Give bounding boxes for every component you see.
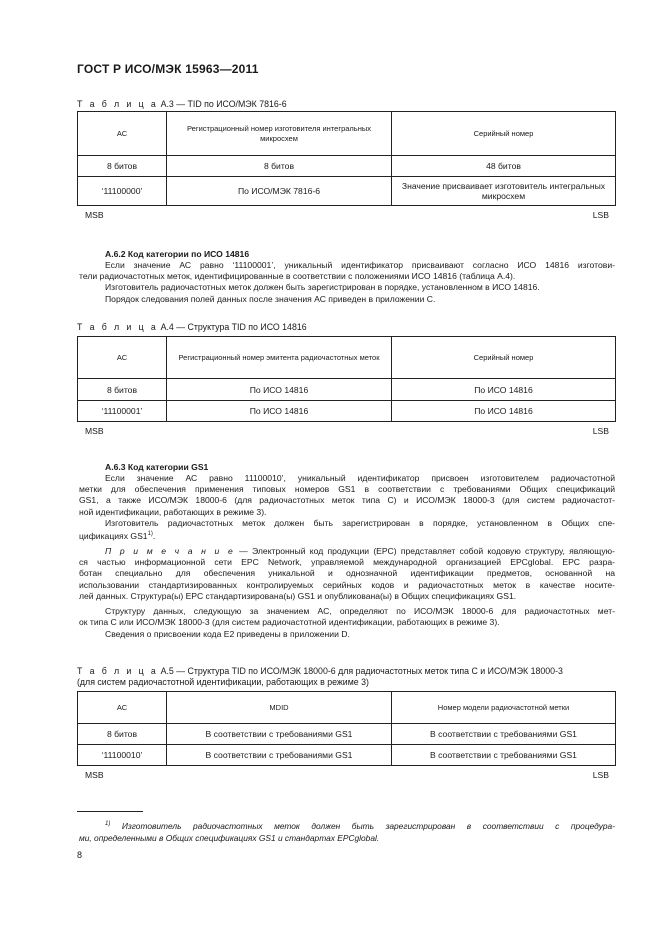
table-cell: По ИСО 14816 [167,379,392,401]
page-number: 8 [77,850,83,860]
table-cell: 8 битов [78,379,167,401]
text-line: GS1, а также ИСО/МЭК 18000-6 (для радиочастотных меток типа С) и ИСО/МЭК 18000-3 (для систем радиочастот- [79,495,615,506]
footnote [79,818,615,844]
text-fragment: цификациях GS1 [79,530,148,541]
text-line: Изготовитель радиочастотных меток должен быть зарегистрирован в порядке, установленном в Общих спе- [105,517,615,528]
text-fragment: — Электронный код продукции (ЕРС) представляет собой кодовую структуру, являющую- [234,546,615,557]
text-line: ок типа С или ИСО/МЭК 18000-3 (для систем радиочастотной идентификации, работающих в режиме 3). [79,617,500,628]
column-header: Серийный номер [392,112,616,156]
table-cell: 8 битов [78,156,167,177]
footnote-line: ми, определенными в Общих спецификациях GS1 и стандартах EPCglobal. [79,832,380,843]
msb-label: MSB [85,426,104,436]
table-cell: В соответствии с требованиями GS1 [167,724,392,745]
section-heading-a63: А.6.3 Код категории GS1 [105,462,209,472]
table-cell: По ИСО 14816 [167,401,392,422]
column-header: Номер модели радиочастотной метки [392,692,616,724]
footnote-line [79,818,615,832]
note-line [79,546,615,557]
lsb-label: LSB [592,770,609,780]
msb-label: MSB [85,770,104,780]
table-a4-caption [77,322,307,332]
table-cell: ‘11100010’ [78,745,167,766]
column-header: АС [78,692,167,724]
caption-text: (для систем радиочастотной идентификации, работающих в режиме 3) [77,677,369,687]
lsb-label: LSB [592,426,609,436]
footnote-ref: 1) [147,531,153,538]
table-cell: По ИСО 14816 [392,379,616,401]
paragraph-a62 [79,260,615,305]
caption-text: А.4 — Структура TID по ИСО 14816 [160,322,307,332]
table-cell: 8 битов [167,156,392,177]
msb-label: MSB [85,210,104,220]
text-line: Изготовитель радиочастотных меток должен быть зарегистрирован в порядке, установленном в ИСО 14816. [105,282,540,293]
table-cell: По ИСО/МЭК 7816-6 [167,177,392,206]
table-cell: В соответствии с требованиями GS1 [167,745,392,766]
text-fragment: . [152,530,156,541]
table-cell: Значение присваивает изготовитель интегральных микросхем [392,177,616,206]
text-line: ной идентификации, работающих в режиме 3). [79,506,267,517]
text-line: тели радиочастотных меток, идентифицированные в соответствии с положениями ИСО 14816 (таблица А.4). [79,271,516,282]
caption-text: А.3 — TID по ИСО/МЭК 7816-6 [160,99,287,109]
note-line: лей данных. Структура(ы) ЕРС стандартизирована(ы) GS1 и опубликована(ы) в Общих спецификациях GS1. [79,590,517,601]
text-line: Сведения о присвоении кода Е2 приведены в приложении D. [105,628,350,639]
text-line: Если значение АС равно ‘11100001’, уникальный идентификатор присваивают согласно ИСО 14816 изготови- [105,260,615,270]
table-cell: По ИСО 14816 [392,401,616,422]
caption-text: А.5 — Структура TID по ИСО/МЭК 18000-6 для радиочастотных меток типа С и ИСО/МЭК 18000-3 [160,666,563,676]
table-cell: В соответствии с требованиями GS1 [392,724,616,745]
column-header: Регистрационный номер эмитента радиочастотных меток [167,337,392,379]
table-a4 [77,336,616,422]
text-line: Если значение АС равно 11100010’, уникальный идентификатор присвоен изготовителем радиочастотной [105,473,615,483]
text-fragment: Изготовитель радиочастотных меток должен быть зарегистрирован в соответствии с процедура- [110,820,615,831]
note-line: ся частью информационной сети EPC Network, управляемой международной организацией EPCglobal. ЕРС разра- [79,557,615,568]
text-line: Порядок следования полей данных после значения АС приведен в приложении С. [105,293,436,304]
caption-prefix: Т а б л и ц а [77,99,159,109]
paragraph-a63 [79,473,615,640]
table-cell: ‘11100001’ [78,401,167,422]
note-line: ботан специально для обеспечения уникальной и однозначной идентификации предметов, основанной на [79,568,615,579]
note-label: П р и м е ч а н и е [105,546,235,557]
footnote-divider [77,811,143,812]
table-cell: ‘11100000’ [78,177,167,206]
table-cell: 8 битов [78,724,167,745]
footnote-marker: 1) [105,821,111,827]
section-heading-a62: А.6.2 Код категории по ИСО 14816 [105,249,250,259]
column-header: MDID [167,692,392,724]
column-header: АС [78,112,167,156]
table-a5 [77,691,616,766]
note-line: использовании стандартизированных контролируемых серийных кодов и радиочастотных меток в качестве носите- [79,579,615,590]
text-line: Структуру данных, следующую за значением АС, определяют по ИСО/МЭК 18000-6 для радиочастотных мет- [105,606,615,617]
text-line [79,529,615,542]
column-header: Регистрационный номер изготовителя интегральных микросхем [167,112,392,156]
caption-prefix: Т а б л и ц а [77,666,159,676]
lsb-label: LSB [592,210,609,220]
caption-prefix: Т а б л и ц а [77,322,159,332]
column-header: Серийный номер [392,337,616,379]
table-a3 [77,111,616,206]
table-cell: 48 битов [392,156,616,177]
text-line: метки для обеспечения применения типовых номеров GS1 в соответствии с требованиями Общих спецификаций [79,484,615,495]
column-header: АС [78,337,167,379]
table-cell: В соответствии с требованиями GS1 [392,745,616,766]
table-a5-caption [77,666,563,688]
document-header: ГОСТ Р ИСО/МЭК 15963—2011 [77,62,259,76]
table-a3-caption [77,99,287,109]
